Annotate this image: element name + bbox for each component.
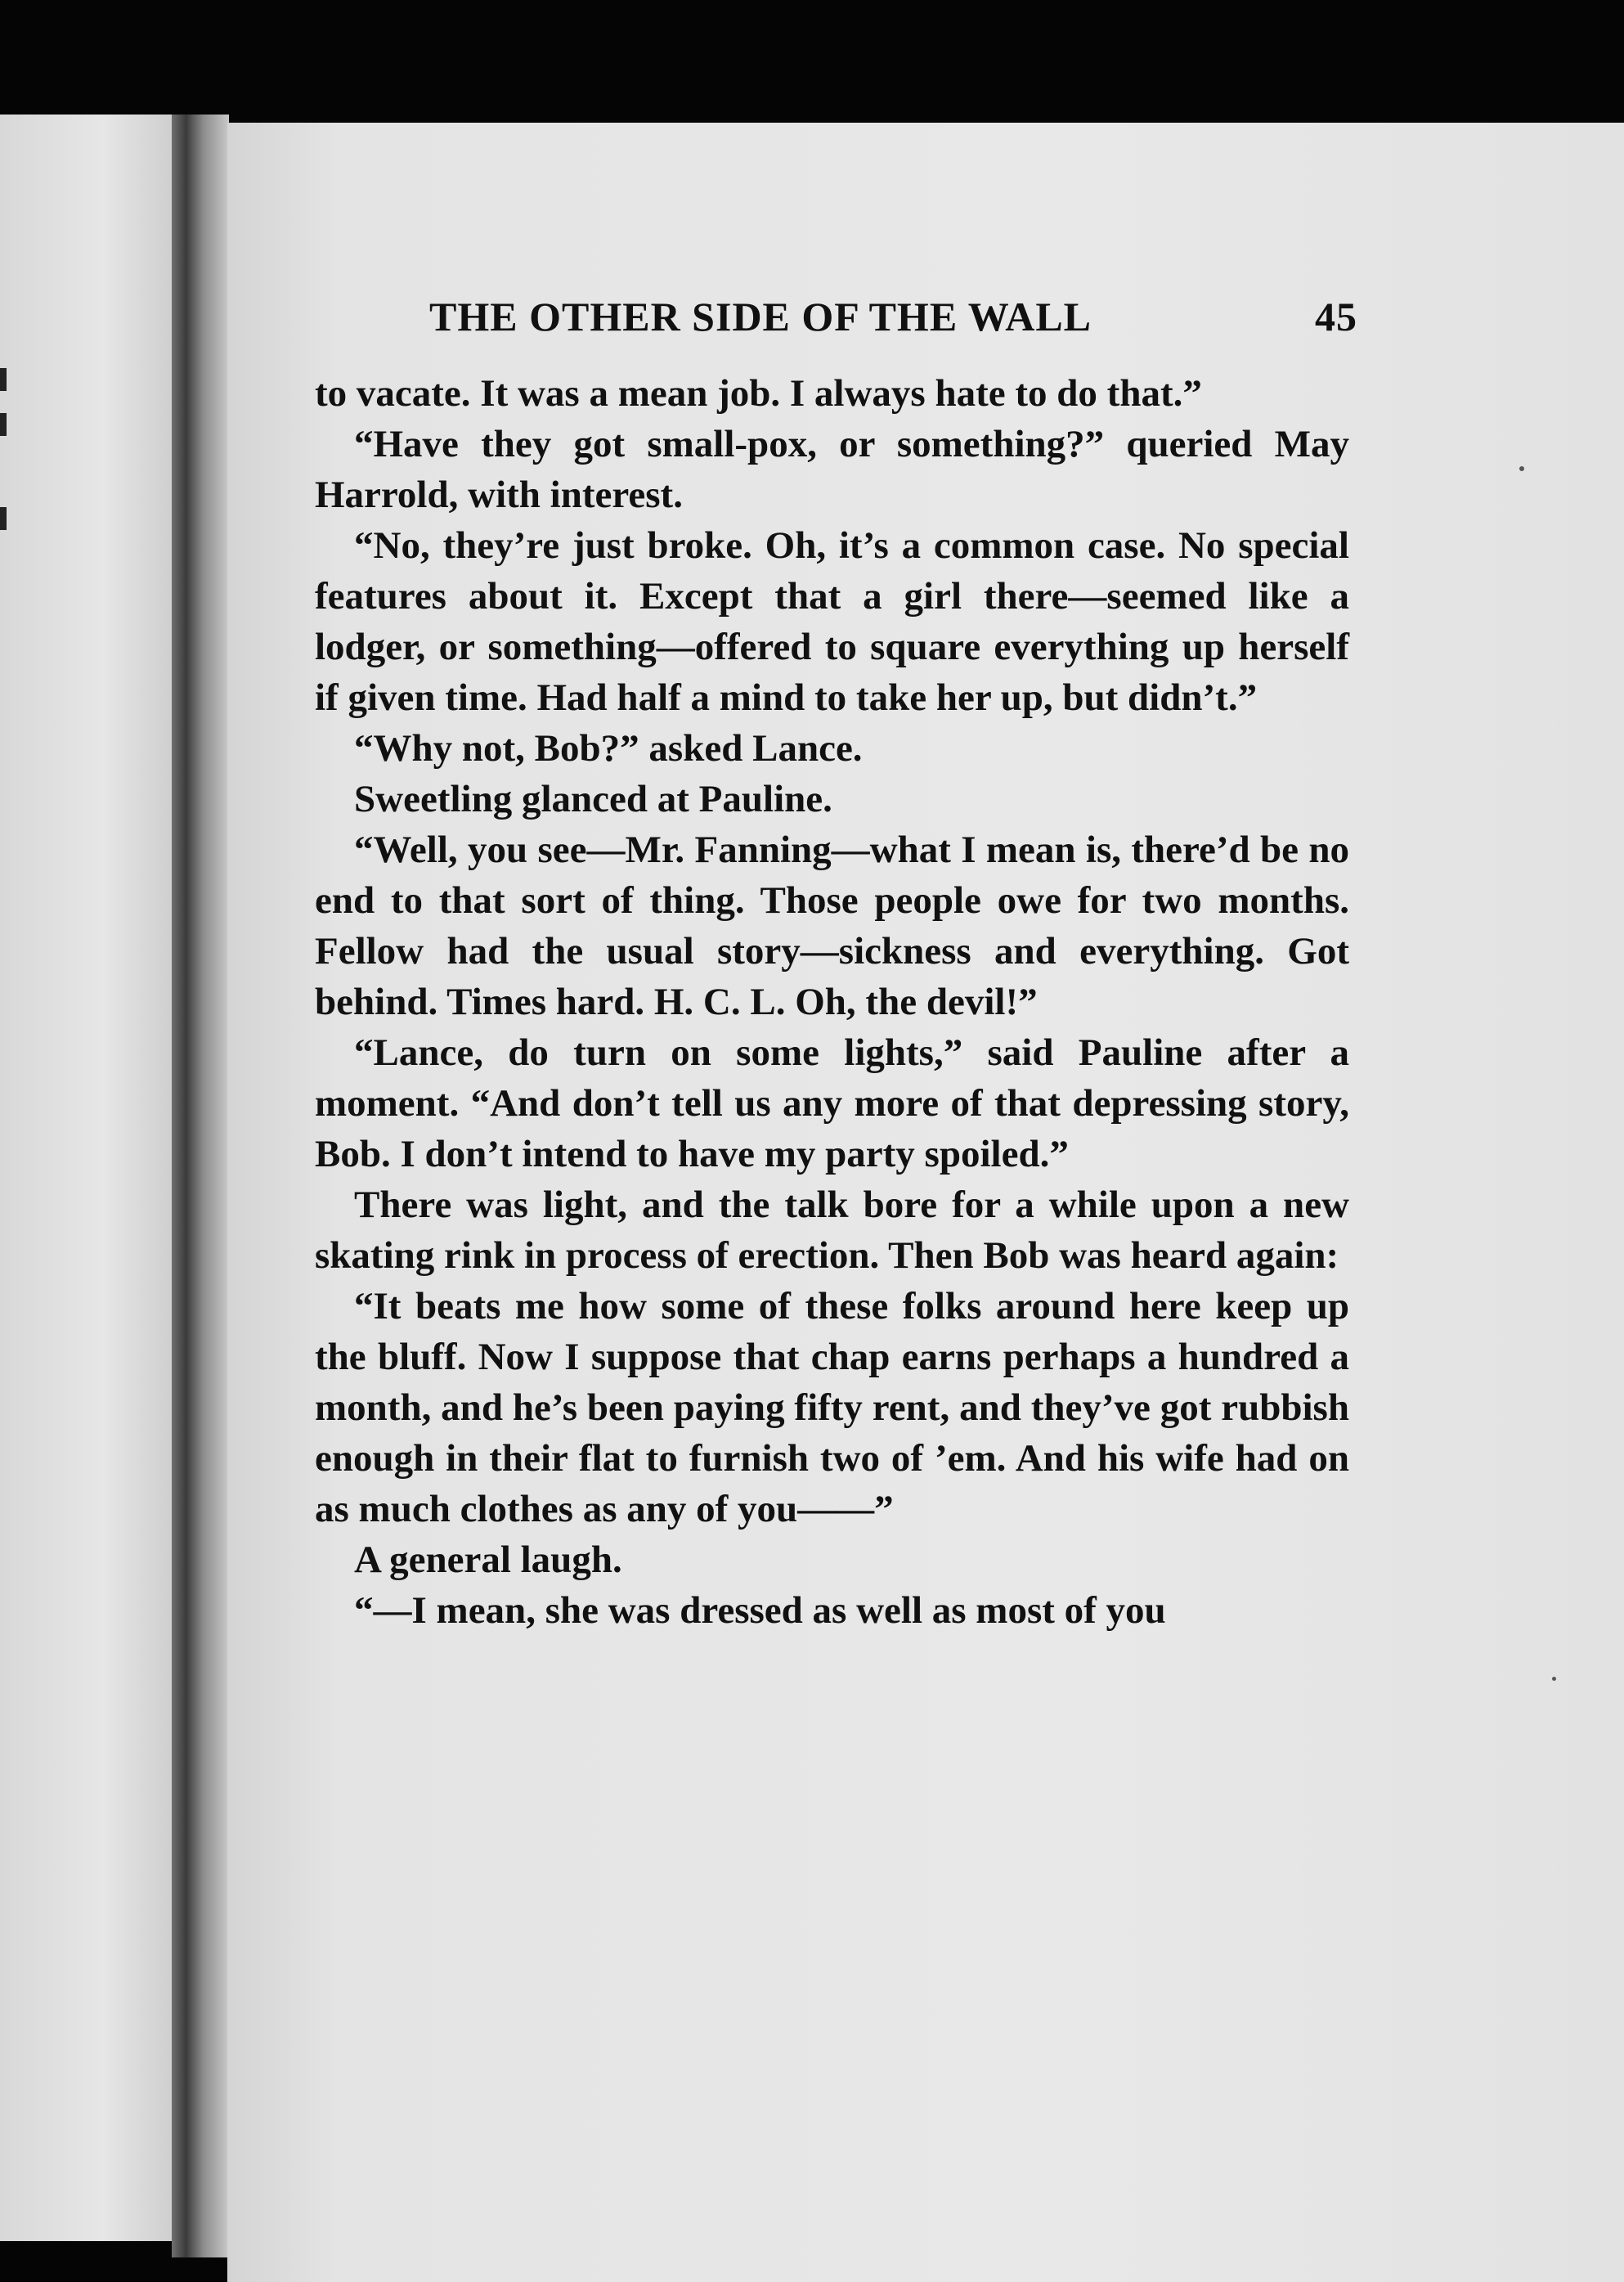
paragraph: “Well, you see—Mr. Fanning—what I mean is, there’d be no end to that sort of thing. Those people owe for two months. Fellow had the usual story—sickness and everything. Got behind. Times hard. H. C. L. Oh, the devil!” [315, 829, 1349, 1023]
book-gutter [172, 115, 229, 2257]
page-header [429, 293, 1357, 350]
paragraph: “Why not, Bob?” asked Lance. [354, 727, 863, 770]
paragraph: “Lance, do turn on some lights,” said Pauline after a moment. “And don’t tell us any more of that depressing story, Bob. I don’t intend to have my party spoiled.” [315, 1031, 1349, 1175]
paragraph: Sweetling glanced at Pauline. [354, 778, 832, 820]
paragraph: “It beats me how some of these folks around here keep up the bluff. Now I suppose that chap earns perhaps a hundred a month, and he’s been paying fifty rent, and they’ve got rubbish enough in their flat to furnish two of ’em. And his wife had on as much clothes as any of you——” [315, 1285, 1349, 1530]
paragraph: There was light, and the talk bore for a while upon a new skating rink in process of erection. Then Bob was heard again: [315, 1184, 1349, 1277]
paragraph: “Have they got small-pox, or something?” queried May Harrold, with interest. [315, 423, 1349, 516]
paragraph: to vacate. It was a mean job. I always hate to do that.” [315, 372, 1202, 415]
margin-mark [0, 368, 7, 391]
paragraph: A general laugh. [354, 1539, 622, 1581]
margin-mark [0, 413, 7, 436]
facing-page-edge [0, 115, 172, 2241]
page-number: 45 [1315, 294, 1357, 339]
paper-speck [1552, 1677, 1556, 1681]
body-text [315, 368, 1349, 1636]
running-head: THE OTHER SIDE OF THE WALL [429, 294, 1092, 339]
paragraph: “—I mean, she was dressed as well as most of you [354, 1589, 1166, 1632]
paper-speck [1519, 466, 1524, 471]
paragraph: “No, they’re just broke. Oh, it’s a common case. No special features about it. Except that a girl there—seemed like a lodger, or something—offered to square everything up herself if given time. Had half a mind to take her up, but didn’t.” [315, 524, 1349, 719]
margin-mark [0, 507, 7, 530]
